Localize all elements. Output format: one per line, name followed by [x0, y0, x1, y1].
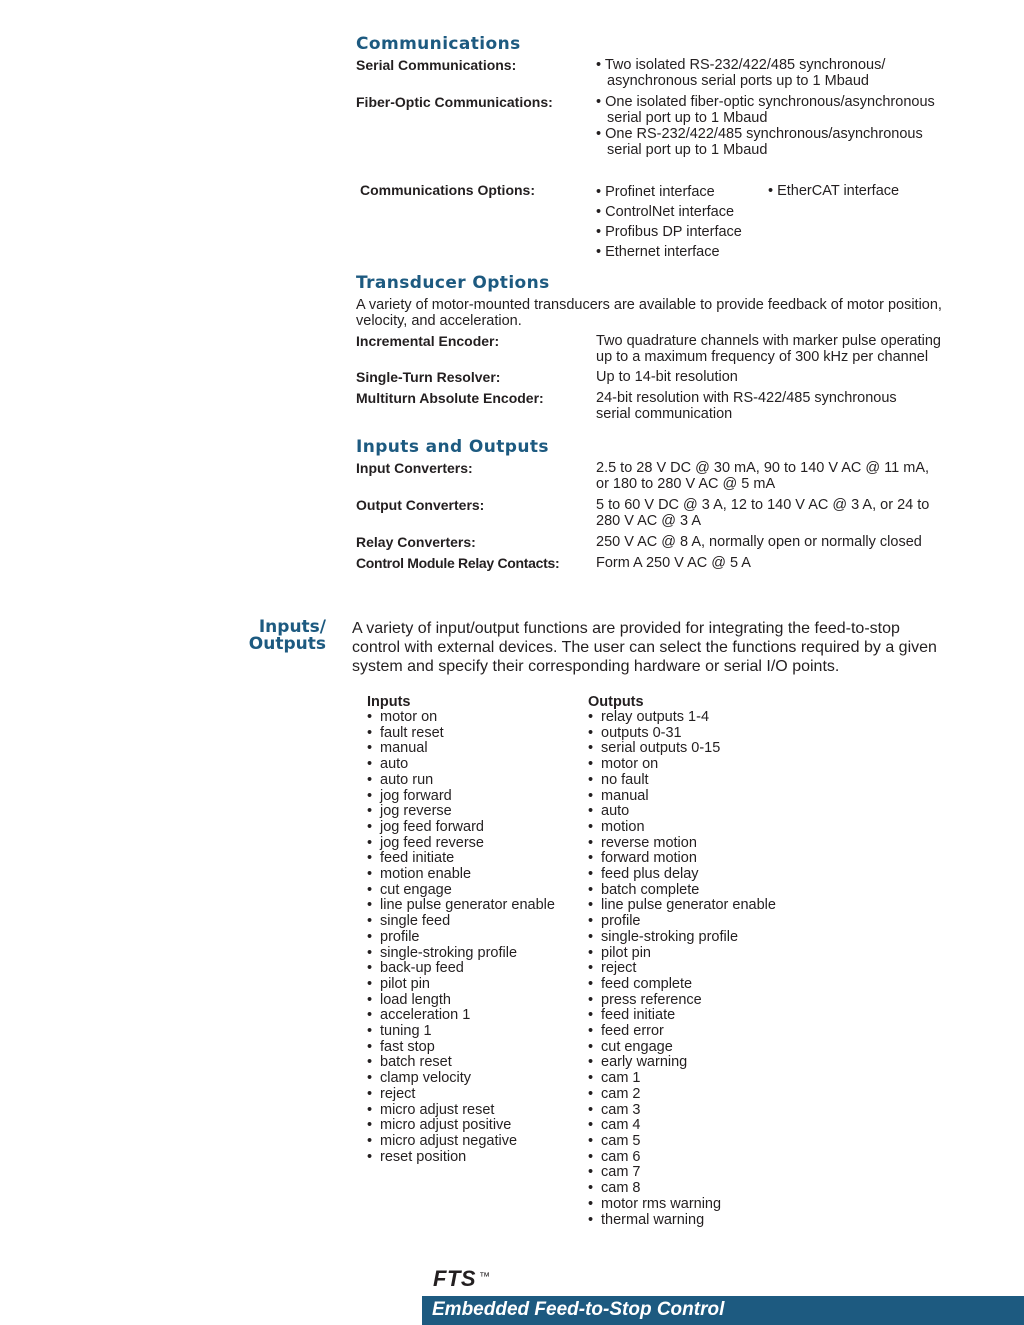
side-heading	[126, 619, 326, 653]
single-turn-resolver-value: Up to 14-bit resolution	[596, 369, 738, 385]
input-item: • manual	[367, 741, 577, 757]
input-item: • tuning 1	[367, 1024, 577, 1040]
output-item: • single-stroking profile	[588, 930, 818, 946]
side-heading-line: Inputs/	[258, 617, 326, 637]
relay-converters-value: 250 V AC @ 8 A, normally open or normally closed	[596, 534, 922, 550]
output-item: • reverse motion	[588, 836, 818, 852]
value-line: • One isolated fiber-optic synchronous/asynchronous	[596, 94, 935, 110]
serial-communications-value	[596, 57, 976, 89]
input-item: • motion enable	[367, 867, 577, 883]
inputs-list	[367, 710, 577, 1165]
outputs-heading: Outputs	[588, 694, 644, 710]
intro-line: system and specify their corresponding hardware or serial I/O points.	[352, 658, 840, 675]
output-item: • feed complete	[588, 977, 818, 993]
output-item: • motor on	[588, 757, 818, 773]
input-converters-label: Input Converters:	[356, 460, 473, 476]
output-item: • cam 8	[588, 1181, 818, 1197]
value-line: asynchronous serial ports up to 1 Mbaud	[607, 73, 869, 89]
input-item: • single-stroking profile	[367, 946, 577, 962]
value-line: serial communication	[596, 406, 733, 422]
value-line: up to a maximum frequency of 300 kHz per channel	[596, 349, 929, 365]
input-item: • micro adjust negative	[367, 1134, 577, 1150]
output-item: • serial outputs 0-15	[588, 741, 818, 757]
input-item: • feed initiate	[367, 851, 577, 867]
output-item: • pilot pin	[588, 946, 818, 962]
output-item: • cam 6	[588, 1150, 818, 1166]
value-line: or 180 to 280 V AC @ 5 mA	[596, 476, 776, 492]
output-item: • cam 4	[588, 1118, 818, 1134]
inputs-outputs-heading: Inputs and Outputs	[356, 437, 549, 457]
input-item: • jog feed reverse	[367, 836, 577, 852]
output-item: • outputs 0-31	[588, 726, 818, 742]
list-item: • Ethernet interface	[596, 244, 720, 260]
value-line: • Two isolated RS-232/422/485 synchronous/	[596, 57, 886, 73]
output-item: • early warning	[588, 1055, 818, 1071]
single-turn-resolver-label: Single-Turn Resolver:	[356, 369, 501, 385]
output-item: • reject	[588, 961, 818, 977]
intro-line: control with external devices. The user can select the functions required by a given	[352, 639, 937, 656]
input-item: • reject	[367, 1087, 577, 1103]
communications-options-label: Communications Options:	[360, 182, 535, 198]
value-line: • One RS-232/422/485 synchronous/asynchronous	[596, 126, 923, 142]
relay-converters-label: Relay Converters:	[356, 534, 476, 550]
input-item: • auto	[367, 757, 577, 773]
input-converters-value	[596, 460, 996, 492]
input-item: • jog forward	[367, 789, 577, 805]
output-item: • batch complete	[588, 883, 818, 899]
output-item: • auto	[588, 804, 818, 820]
output-item: • cam 1	[588, 1071, 818, 1087]
fts-brand	[433, 1266, 491, 1292]
output-item: • cam 7	[588, 1165, 818, 1181]
output-item: • line pulse generator enable	[588, 898, 818, 914]
value-line: 5 to 60 V DC @ 3 A, 12 to 140 V AC @ 3 A, or 24 to	[596, 497, 930, 513]
intro-line: velocity, and acceleration.	[356, 313, 522, 329]
list-item: • Profibus DP interface	[596, 224, 742, 240]
input-item: • batch reset	[367, 1055, 577, 1071]
communications-heading: Communications	[356, 34, 521, 54]
list-item: • ControlNet interface	[596, 204, 735, 220]
outputs-list	[588, 710, 818, 1228]
output-item: • cam 3	[588, 1103, 818, 1119]
value-line: serial port up to 1 Mbaud	[607, 142, 768, 158]
output-item: • forward motion	[588, 851, 818, 867]
input-item: • reset position	[367, 1150, 577, 1166]
input-item: • line pulse generator enable	[367, 898, 577, 914]
value-line: 24-bit resolution with RS-422/485 synchronous	[596, 390, 897, 406]
input-item: • cut engage	[367, 883, 577, 899]
value-line: 2.5 to 28 V DC @ 30 mA, 90 to 140 V AC @ 11 mA,	[596, 460, 930, 476]
output-converters-label: Output Converters:	[356, 497, 485, 513]
inputs-column	[367, 694, 577, 1165]
footer-title: Embedded Feed-to-Stop Control	[432, 1299, 725, 1320]
output-item: • cam 2	[588, 1087, 818, 1103]
relay-contacts-label: Control Module Relay Contacts:	[356, 555, 560, 571]
io-intro-paragraph	[352, 619, 962, 676]
input-item: • jog reverse	[367, 804, 577, 820]
serial-communications-label: Serial Communications:	[356, 57, 517, 73]
input-item: • jog feed forward	[367, 820, 577, 836]
output-item: • motion	[588, 820, 818, 836]
list-item: • Profinet interface	[596, 184, 715, 200]
transducer-heading: Transducer Options	[356, 273, 550, 293]
outputs-column	[588, 694, 818, 1228]
output-item: • motor rms warning	[588, 1197, 818, 1213]
value-line: serial port up to 1 Mbaud	[607, 110, 768, 126]
input-item: • clamp velocity	[367, 1071, 577, 1087]
incremental-encoder-value	[596, 333, 996, 365]
output-item: • manual	[588, 789, 818, 805]
input-item: • acceleration 1	[367, 1008, 577, 1024]
fts-brand-text: FTS	[433, 1266, 477, 1291]
relay-contacts-value: Form A 250 V AC @ 5 A	[596, 555, 751, 571]
input-item: • micro adjust reset	[367, 1103, 577, 1119]
output-item: • feed initiate	[588, 1008, 818, 1024]
incremental-encoder-label: Incremental Encoder:	[356, 333, 500, 349]
trademark-mark: ™	[479, 1271, 491, 1283]
input-item: • micro adjust positive	[367, 1118, 577, 1134]
output-item: • cam 5	[588, 1134, 818, 1150]
intro-line: A variety of input/output functions are provided for integrating the feed-to-stop	[352, 620, 900, 637]
output-item: • press reference	[588, 993, 818, 1009]
transducer-intro	[356, 297, 996, 329]
inputs-heading: Inputs	[367, 694, 411, 710]
output-item: • thermal warning	[588, 1213, 818, 1229]
input-item: • load length	[367, 993, 577, 1009]
input-item: • motor on	[367, 710, 577, 726]
multiturn-encoder-value	[596, 390, 996, 422]
output-item: • profile	[588, 914, 818, 930]
value-line: Two quadrature channels with marker pulse operating	[596, 333, 941, 349]
intro-line: A variety of motor-mounted transducers are available to provide feedback of motor position,	[356, 297, 942, 313]
output-item: • relay outputs 1-4	[588, 710, 818, 726]
fiber-optic-label: Fiber-Optic Communications:	[356, 94, 553, 110]
input-item: • back-up feed	[367, 961, 577, 977]
output-item: • no fault	[588, 773, 818, 789]
output-item: • feed plus delay	[588, 867, 818, 883]
value-line: 280 V AC @ 3 A	[596, 513, 702, 529]
side-heading-line: Outputs	[248, 634, 326, 654]
input-item: • profile	[367, 930, 577, 946]
communications-options-list	[596, 182, 742, 262]
input-item: • pilot pin	[367, 977, 577, 993]
fiber-optic-value	[596, 94, 996, 158]
output-item: • cut engage	[588, 1040, 818, 1056]
multiturn-encoder-label: Multiturn Absolute Encoder:	[356, 390, 544, 406]
output-converters-value	[596, 497, 996, 529]
output-item: • feed error	[588, 1024, 818, 1040]
input-item: • auto run	[367, 773, 577, 789]
input-item: • single feed	[367, 914, 577, 930]
input-item: • fault reset	[367, 726, 577, 742]
ethercat-item: • EtherCAT interface	[768, 183, 900, 199]
input-item: • fast stop	[367, 1040, 577, 1056]
